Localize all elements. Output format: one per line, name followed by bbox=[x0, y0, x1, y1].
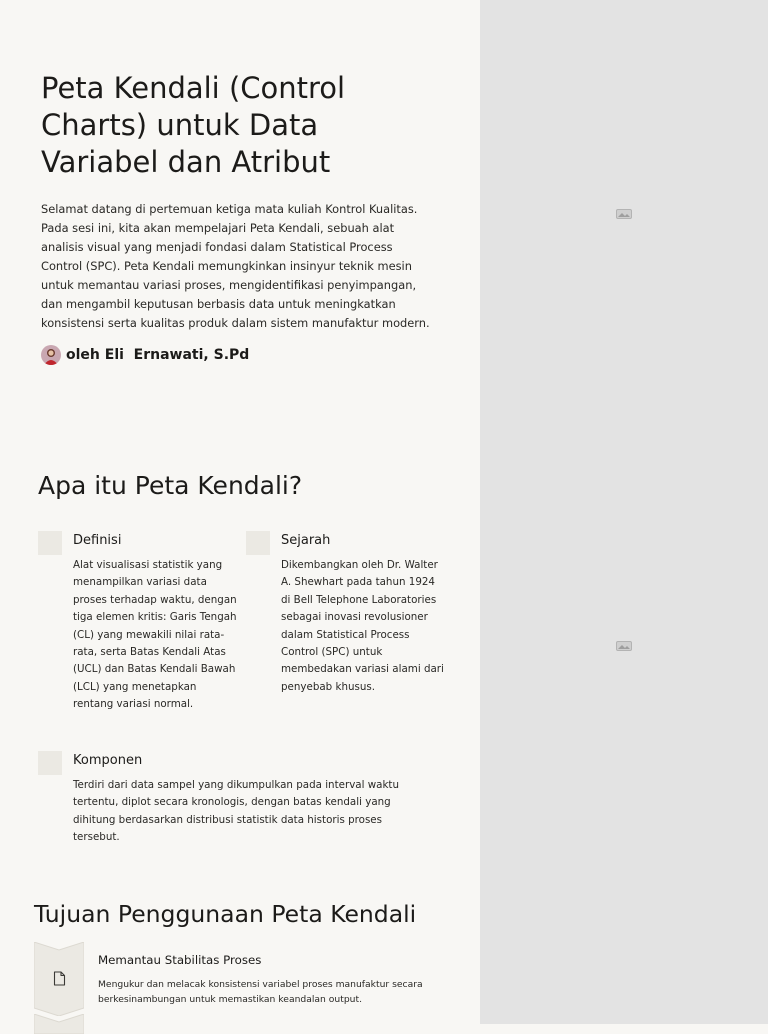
card-icon-placeholder bbox=[38, 531, 62, 555]
section-heading-tujuan: Tujuan Penggunaan Peta Kendali bbox=[34, 900, 417, 928]
chevron-badge-next bbox=[34, 1014, 84, 1034]
intro-paragraph: Selamat datang di pertemuan ketiga mata kuliah Kontrol Kualitas. Pada sesi ini, kita akan mempelajari Peta Kendali, sebuah alat analisis visual yang menjadi fondasi dalam Statistical Process Control (SPC). Peta Kendali memungkinkan insinyur teknik mesin untuk memantau variasi proses, mengidentifikasi penyimpangan, dan mengambil keputusan berbasis data untuk meningkatkan konsistensi serta kualitas produk dalam sistem manufaktur modern. bbox=[41, 202, 430, 330]
image-panel bbox=[480, 0, 768, 1024]
card-body: Alat visualisasi statistik yang menampilkan variasi data proses terhadap waktu, dengan tiga elemen kritis: Garis Tengah (CL) yang mewakili nilai rata-rata, serta Batas Kendali Atas (UCL) dan Batas Kendali Bawah (LCL) yang menetapkan rentang variasi normal. bbox=[73, 559, 237, 711]
document-icon bbox=[53, 971, 66, 986]
avatar bbox=[41, 345, 61, 365]
card-title: Sejarah bbox=[281, 533, 331, 548]
card-icon-placeholder bbox=[38, 751, 62, 775]
card-icon-placeholder bbox=[246, 531, 270, 555]
goal-body: Mengukur dan melacak konsistensi variabel proses manufaktur secara berkesinambungan untuk memastikan keandalan output. bbox=[98, 979, 423, 1005]
card-body: Terdiri dari data sampel yang dikumpulkan pada interval waktu tertentu, diplot secara kronologis, dengan batas kendali yang dihitung berdasarkan distribusi statistik data historis proses tersebut. bbox=[73, 779, 399, 844]
section-heading-apa: Apa itu Peta Kendali? bbox=[38, 471, 303, 500]
card-title: Definisi bbox=[73, 533, 122, 548]
image-placeholder-icon bbox=[616, 209, 632, 219]
author-name: oleh Eli Ernawati, S.Pd bbox=[66, 347, 250, 363]
image-placeholder-icon bbox=[616, 641, 632, 651]
card-title: Komponen bbox=[73, 753, 143, 768]
card-body: Dikembangkan oleh Dr. Walter A. Shewhart pada tahun 1924 di Bell Telephone Laboratories sebagai inovasi revolusioner dalam Statistical Process Control (SPC) untuk membedakan variasi alami dari penyebab khusus. bbox=[281, 559, 444, 693]
goal-title: Memantau Stabilitas Proses bbox=[98, 953, 262, 967]
page-title: Peta Kendali (Control Charts) untuk Data Variabel dan Atribut bbox=[41, 71, 346, 179]
author-line bbox=[41, 344, 249, 366]
